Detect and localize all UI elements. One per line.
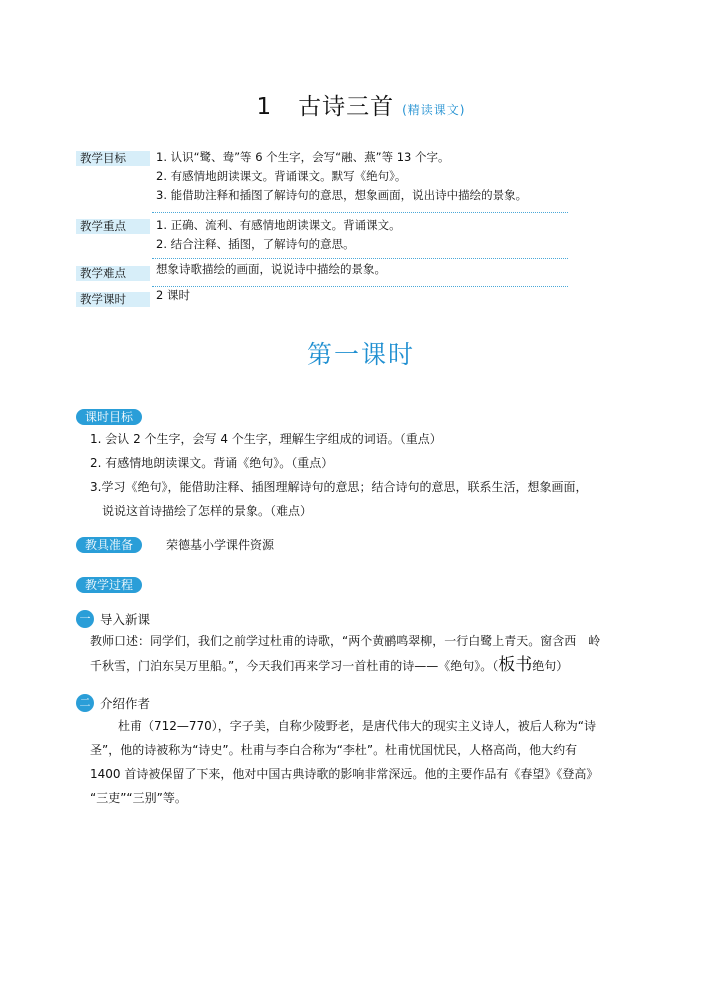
step-number-badge: 一 <box>76 610 94 628</box>
meta-goals-line: 3. 能借助注释和插图了解诗句的意思，想象画面，说出诗中描绘的景象。 <box>156 188 528 202</box>
blackboard-note: 板书 <box>498 655 533 675</box>
step-line: 1400 首诗被保留了下来，他对中国古典诗歌的影响非常深远。他的主要作品有《春望》《登高》 <box>90 767 599 781</box>
objective-item: 2. 有感情地朗读课文。背诵《绝句》。（重点） <box>90 456 334 470</box>
meta-label-goals: 教学目标 <box>76 151 150 166</box>
step-line <box>90 653 660 678</box>
meta-key-line: 1. 正确、流利、有感情地朗读课文。背诵课文。 <box>156 218 401 232</box>
meta-difficulty-line: 想象诗歌描绘的画面，说说诗中描绘的景象。 <box>156 262 386 276</box>
objectives-badge: 课时目标 <box>76 409 142 425</box>
process-badge: 教学过程 <box>76 577 142 593</box>
step-number-badge: 二 <box>76 694 94 712</box>
step-line: 教师口述：同学们，我们之前学过杜甫的诗歌，“两个黄鹂鸣翠柳，一行白鹭上青天。窗含西 岭 <box>90 634 601 648</box>
meta-goals-line: 1. 认识“鹭、鸯”等 6 个生字，会写“融、燕”等 13 个字。 <box>156 150 450 164</box>
lesson-number: 1 <box>256 94 273 120</box>
objective-item: 说说这首诗描绘了怎样的景象。（难点） <box>102 504 313 518</box>
step-line-text: 绝句） <box>532 659 569 673</box>
step-line: 圣”，他的诗被称为“诗史”。杜甫与李白合称为“李杜”。杜甫忧国忧民，人格高尚，他大约有 <box>90 743 578 757</box>
step-line: “三吏”“三别”等。 <box>90 791 187 805</box>
objective-item: 3.学习《绝句》，能借助注释、插图理解诗句的意思；结合诗句的意思，联系生活，想象画面， <box>90 480 588 494</box>
objective-item: 1. 会认 2 个生字，会写 4 个生字，理解生字组成的词语。（重点） <box>90 432 442 446</box>
meta-key-line: 2. 结合注释、插图，了解诗句的意思。 <box>156 237 355 251</box>
section-title: 第一课时 <box>306 340 415 369</box>
preparation-text: 荣德基小学课件资源 <box>166 538 275 552</box>
lesson-title: 古诗三首 <box>298 94 395 120</box>
step-line: 杜甫（712—770），字子美，自称少陵野老，是唐代伟大的现实主义诗人，被后人称为“诗 <box>118 719 597 733</box>
page-title <box>0 88 722 121</box>
meta-goals <box>156 148 527 205</box>
preparation-badge: 教具准备 <box>76 537 142 553</box>
step-line-text: 千秋雪，门泊东吴万里船。”，今天我们再来学习一首杜甫的诗——《绝句》。（ <box>90 659 499 673</box>
divider <box>152 212 568 213</box>
divider <box>152 286 568 287</box>
meta-hours-line: 2 课时 <box>156 288 190 302</box>
meta-key <box>156 216 401 254</box>
divider <box>152 258 568 259</box>
step-body <box>90 629 660 678</box>
meta-label-key: 教学重点 <box>76 219 150 234</box>
step-body <box>90 714 670 810</box>
meta-hours <box>156 286 190 305</box>
meta-goals-line: 2. 有感情地朗读课文。背诵课文。默写《绝句》。 <box>156 169 407 183</box>
meta-difficulty <box>156 260 386 279</box>
meta-label-hours: 教学课时 <box>76 292 150 307</box>
step-title: 导入新课 <box>100 612 151 627</box>
meta-label-difficulty: 教学难点 <box>76 266 150 281</box>
lesson-tag: (精读课文) <box>402 103 466 117</box>
objectives-list <box>90 427 650 523</box>
step-title: 介绍作者 <box>100 696 151 711</box>
